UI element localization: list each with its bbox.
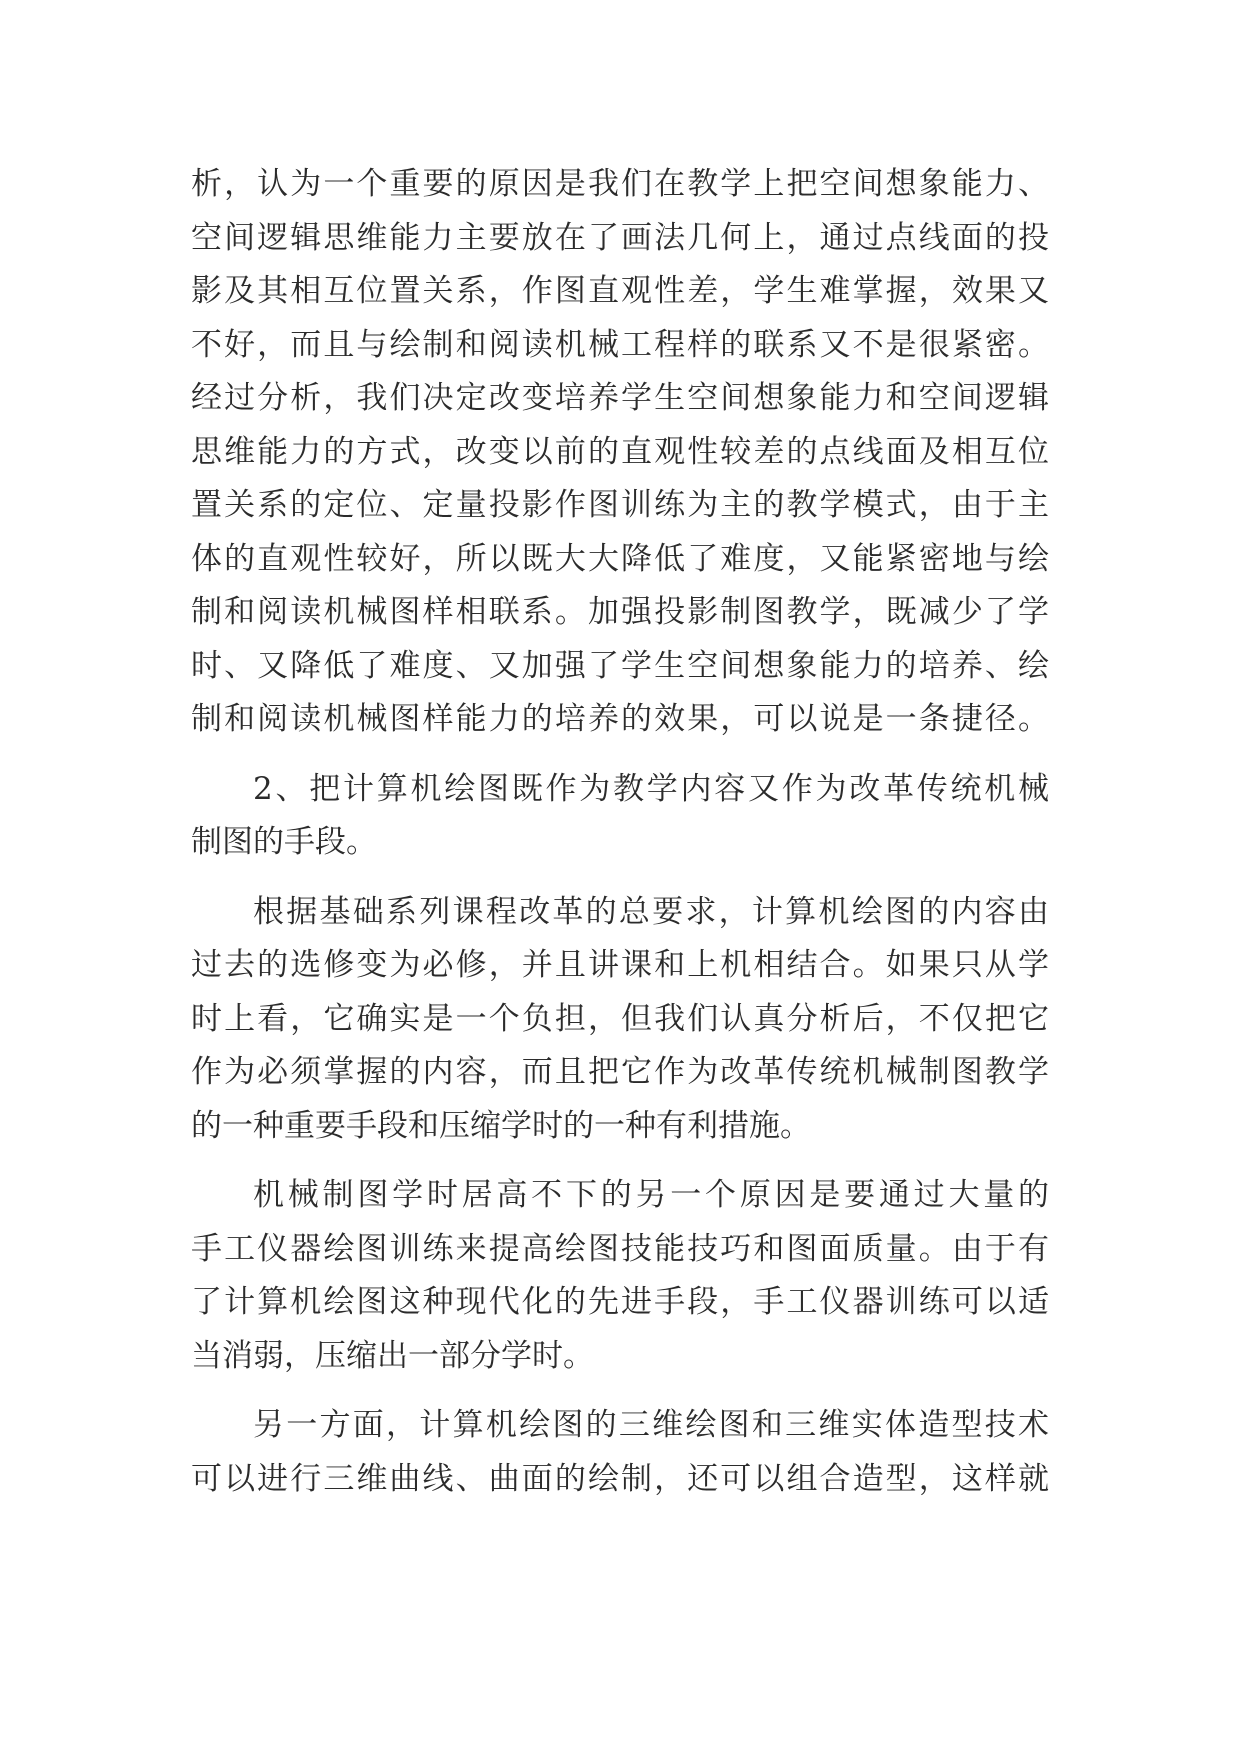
- text-line: 当消弱，压缩出一部分学时。: [191, 1337, 594, 1374]
- text-line: 制和阅读机械图样能力的培养的效果，可以说是一条捷径。: [191, 701, 1049, 737]
- text-line: 时、又降低了难度、又加强了学生空间想象能力的培养、绘: [191, 647, 1049, 684]
- paragraph-spacing: [191, 1153, 1049, 1169]
- text-line: 过去的选修变为必修，并且讲课和上机相结合。如果只从学: [191, 947, 1049, 983]
- paragraph: [191, 763, 1049, 870]
- text-line: 置关系的定位、定量投影作图训练为主的教学模式，由于主: [191, 487, 1049, 523]
- paragraph: [191, 886, 1049, 1154]
- text-line: 2、把计算机绘图既作为教学内容又作为改革传统机械: [253, 770, 1049, 807]
- paragraph-spacing: [191, 870, 1049, 886]
- text-line: 机械制图学时居高不下的另一个原因是要通过大量的: [253, 1177, 1049, 1213]
- text-line: 另一方面，计算机绘图的三维绘图和三维实体造型技术: [253, 1407, 1049, 1443]
- paragraph-spacing: [191, 1383, 1049, 1399]
- text-line: 作为必须掌握的内容，而且把它作为改革传统机械制图教学: [191, 1054, 1049, 1090]
- paragraph: [191, 1399, 1049, 1506]
- text-line: 思维能力的方式，改变以前的直观性较差的点线面及相互位: [191, 433, 1049, 470]
- text-line: 了计算机绘图这种现代化的先进手段，手工仪器训练可以适: [191, 1284, 1049, 1320]
- text-line: 可以进行三维曲线、曲面的绘制，还可以组合造型，这样就: [191, 1460, 1049, 1497]
- text-line: 不好，而且与绘制和阅读机械工程样的联系又不是很紧密。: [191, 326, 1049, 363]
- paragraph-spacing: [191, 747, 1049, 763]
- text-line: 影及其相互位置关系，作图直观性差，学生难掌握，效果又: [191, 273, 1049, 309]
- text-line: 析，认为一个重要的原因是我们在教学上把空间想象能力、: [191, 166, 1049, 202]
- text-line: 时上看，它确实是一个负担，但我们认真分析后，不仅把它: [191, 1000, 1049, 1037]
- text-line: 手工仪器绘图训练来提高绘图技能技巧和图面质量。由于有: [191, 1230, 1049, 1267]
- text-line: 根据基础系列课程改革的总要求，计算机绘图的内容由: [253, 893, 1049, 930]
- text-line: 的一种重要手段和压缩学时的一种有利措施。: [191, 1107, 811, 1144]
- text-line: 空间逻辑思维能力主要放在了画法几何上，通过点线面的投: [191, 219, 1049, 256]
- text-line: 制图的手段。: [191, 824, 377, 860]
- text-line: 制和阅读机械图样相联系。加强投影制图教学，既减少了学: [191, 594, 1049, 630]
- text-line: 体的直观性较好，所以既大大降低了难度，又能紧密地与绘: [191, 540, 1049, 577]
- text-line: 经过分析，我们决定改变培养学生空间想象能力和空间逻辑: [191, 380, 1049, 416]
- paragraph: [191, 1169, 1049, 1383]
- body-text: [191, 158, 1049, 1506]
- paragraph: [191, 158, 1049, 747]
